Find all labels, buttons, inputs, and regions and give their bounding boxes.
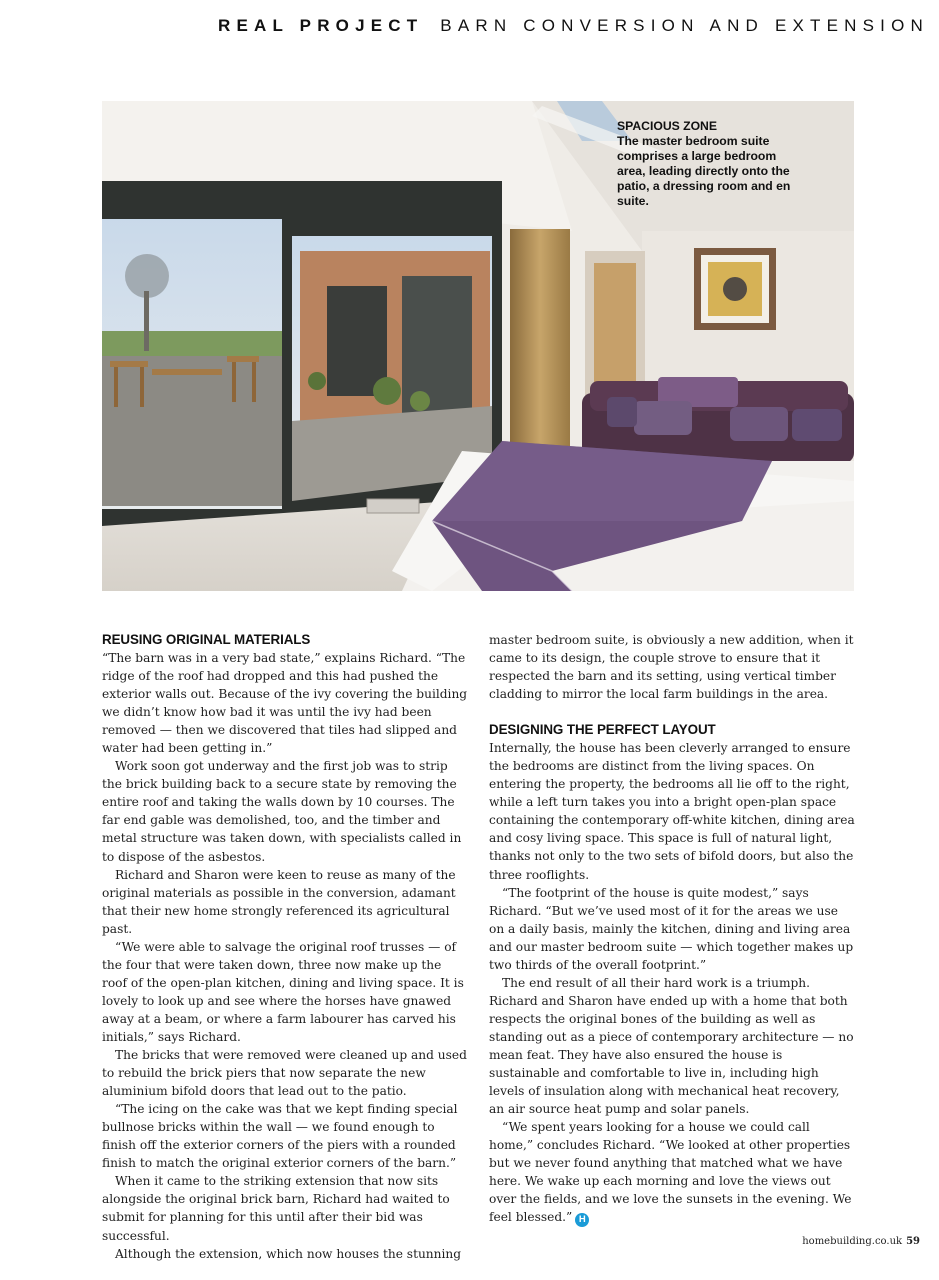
page-header (29, 16, 929, 36)
article-paragraph: “We were able to salvage the original roof trusses — of the four that were taken down, three now make up the roof of the open-plan kitchen, dining and living space. It is lovely to look up and see where the horses have gnawed away at a beam, or where a farm labourer has carved his initials,” says Richard. (102, 939, 464, 1044)
article-paragraph: “The barn was in a very bad state,” explains Richard. “The ridge of the roof had dropped and this had pushed the exterior walls out. Because of the ivy covering the building we didn’t know how bad it was until the ivy had been removed — then we discovered that tiles had slipped and water had been getting in.” (102, 651, 468, 756)
article-paragraph: Although the extension, which now houses the stunning (115, 1246, 462, 1261)
bedroom-photo (102, 101, 854, 591)
article-paragraph: Internally, the house has been cleverly arranged to ensure the bedrooms are distinct from the living spaces. On entering the property, the bedrooms all lie off to the right, while a left turn takes you into a bright open-plan space containing the contemporary off-white kitchen, dining area and cosy living space. This space is full of natural light, thanks not only to the two sets of bifold doors, but also the three rooflights. (489, 741, 855, 882)
article-paragraph: Work soon got underway and the first job was to strip the brick building back to a secure state by removing the entire roof and taking the walls down by 10 courses. The far end gable was demolished, too, and the timber and metal structure was taken down, with specialists called in to dispose of the asbestos. (102, 759, 462, 864)
page-number: 59 (906, 1236, 920, 1247)
article-paragraph-continued: master bedroom suite, is obviously a new addition, when it came to its design, the couple strove to ensure that it respected the barn and its setting, using vertical timber cladding to mirror the local farm buildings in the area. (489, 633, 854, 702)
section-heading-layout: DESIGNING THE PERFECT LAYOUT (489, 722, 716, 738)
final-paragraph-text: “We spent years looking for a house we could call home,” concludes Richard. “We looked at other properties but we never found anything that matched what we have here. We wake up each morning and love the views out over the fields, and we love the sunsets in the evening. We feel blessed.” (489, 1120, 852, 1225)
header-kicker: REAL PROJECT (217, 16, 424, 35)
article-paragraph: The end result of all their hard work is a triumph. Richard and Sharon have ended up with a home that both respects the original bones of the building as well as standing out as a piece of contemporary architecture — no mean feat. They have also ensured the house is sustainable and comfortable to live in, including high levels of insulation along with mechanical heat recovery, an air source heat pump and solar panels. (489, 975, 854, 1117)
article-paragraph-final (489, 1118, 855, 1227)
caption-title: SPACIOUS ZONE (617, 119, 717, 133)
footer-site: homebuilding.co.uk (802, 1236, 903, 1247)
end-mark-icon: H (575, 1213, 589, 1227)
article-paragraph: When it came to the striking extension that now sits alongside the original brick barn, Richard had waited to submit for planning for this until after their bid was successful. (102, 1174, 450, 1243)
section-heading-reusing: REUSING ORIGINAL MATERIALS (102, 632, 311, 647)
article-column-right (489, 631, 855, 1227)
photo-caption (617, 119, 797, 209)
article-paragraph: “The footprint of the house is quite modest,” says Richard. “But we’ve used most of it for the areas we use on a daily basis, mainly the kitchen, dining and living area and our master bedroom suite — which together makes up two thirds of the overall footprint.” (489, 885, 854, 972)
article-paragraph: Richard and Sharon were keen to reuse as many of the original materials as possible in the conversion, adamant that their new home strongly referenced its agricultural past. (102, 867, 456, 936)
page-footer (802, 1236, 920, 1247)
article-paragraph: The bricks that were removed were cleaned up and used to rebuild the brick piers that now separate the new aluminium bifold doors that lead out to the patio. (102, 1048, 467, 1099)
caption-text: The master bedroom suite comprises a large bedroom area, leading directly onto the patio, a dressing room and en suite. (617, 134, 791, 208)
article-paragraph: “The icing on the cake was that we kept finding special bullnose bricks within the wall — we found enough to finish off the exterior corners of the piers with a rounded finish to match the original exterior corners of the barn.” (102, 1102, 458, 1171)
header-topic: BARN CONVERSION AND EXTENSION (440, 16, 929, 35)
article-column-left (102, 631, 468, 1263)
